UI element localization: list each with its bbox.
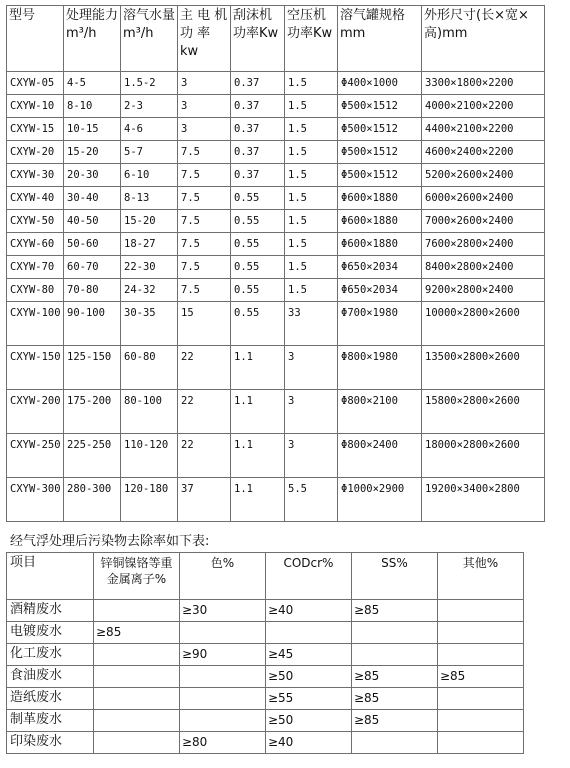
cell-codcr: ≥40 bbox=[265, 732, 351, 754]
cell-scraper-power: 0.55 bbox=[231, 256, 285, 279]
cell-dissolved-air-water: 120-180 bbox=[121, 478, 178, 522]
cell-dissolved-air-water: 24-32 bbox=[121, 279, 178, 302]
table-row bbox=[7, 600, 524, 622]
header-ss: SS% bbox=[351, 553, 437, 600]
cell-main-motor-power: 7.5 bbox=[178, 164, 231, 187]
cell-ss bbox=[351, 644, 437, 666]
header-codcr: CODcr% bbox=[265, 553, 351, 600]
cell-main-motor-power: 22 bbox=[178, 346, 231, 390]
cell-color bbox=[179, 710, 265, 732]
cell-dimensions: 4600×2400×2200 bbox=[422, 141, 545, 164]
cell-capacity: 30-40 bbox=[64, 187, 121, 210]
cell-other bbox=[437, 622, 523, 644]
header-model: 型号 bbox=[7, 6, 64, 72]
cell-heavy-metal bbox=[94, 710, 180, 732]
table-row bbox=[7, 141, 545, 164]
cell-dimensions: 7600×2800×2400 bbox=[422, 233, 545, 256]
cell-ss: ≥85 bbox=[351, 710, 437, 732]
cell-compressor-power: 3 bbox=[285, 434, 338, 478]
header-tank-spec: 溶气罐规格mm bbox=[338, 6, 422, 72]
cell-scraper-power: 0.37 bbox=[231, 164, 285, 187]
cell-model: CXYW-10 bbox=[7, 95, 64, 118]
cell-scraper-power: 1.1 bbox=[231, 390, 285, 434]
cell-other bbox=[437, 710, 523, 732]
cell-heavy-metal bbox=[94, 644, 180, 666]
cell-other bbox=[437, 644, 523, 666]
cell-scraper-power: 0.55 bbox=[231, 210, 285, 233]
table-row bbox=[7, 666, 524, 688]
pollutant-removal-table bbox=[6, 552, 524, 754]
cell-codcr: ≥50 bbox=[265, 710, 351, 732]
cell-capacity: 125-150 bbox=[64, 346, 121, 390]
equipment-spec-table bbox=[6, 5, 545, 522]
cell-dissolved-air-water: 110-120 bbox=[121, 434, 178, 478]
cell-dissolved-air-water: 2-3 bbox=[121, 95, 178, 118]
cell-heavy-metal bbox=[94, 600, 180, 622]
cell-color: ≥90 bbox=[179, 644, 265, 666]
cell-tank-spec: Φ1000×2900 bbox=[338, 478, 422, 522]
cell-dimensions: 4000×2100×2200 bbox=[422, 95, 545, 118]
header-main-motor-power: 主 电 机 功 率kw bbox=[178, 6, 231, 72]
cell-scraper-power: 0.37 bbox=[231, 95, 285, 118]
cell-dissolved-air-water: 15-20 bbox=[121, 210, 178, 233]
header-item: 项目 bbox=[7, 553, 94, 600]
cell-compressor-power: 1.5 bbox=[285, 279, 338, 302]
cell-dissolved-air-water: 4-6 bbox=[121, 118, 178, 141]
table-row bbox=[7, 256, 545, 279]
cell-tank-spec: Φ600×1880 bbox=[338, 187, 422, 210]
cell-model: CXYW-20 bbox=[7, 141, 64, 164]
cell-tank-spec: Φ600×1880 bbox=[338, 210, 422, 233]
cell-capacity: 8-10 bbox=[64, 95, 121, 118]
cell-capacity: 60-70 bbox=[64, 256, 121, 279]
cell-ss bbox=[351, 622, 437, 644]
cell-other: ≥85 bbox=[437, 666, 523, 688]
cell-model: CXYW-200 bbox=[7, 390, 64, 434]
cell-model: CXYW-250 bbox=[7, 434, 64, 478]
cell-item: 造纸废水 bbox=[7, 688, 94, 710]
table-row bbox=[7, 710, 524, 732]
cell-dissolved-air-water: 22-30 bbox=[121, 256, 178, 279]
header-color: 色% bbox=[179, 553, 265, 600]
cell-item: 酒精废水 bbox=[7, 600, 94, 622]
table-row bbox=[7, 346, 545, 390]
cell-compressor-power: 1.5 bbox=[285, 210, 338, 233]
cell-dissolved-air-water: 30-35 bbox=[121, 302, 178, 346]
cell-dimensions: 10000×2800×2600 bbox=[422, 302, 545, 346]
spec-header-row bbox=[7, 6, 545, 72]
table-row bbox=[7, 233, 545, 256]
cell-dimensions: 3300×1800×2200 bbox=[422, 72, 545, 95]
cell-dissolved-air-water: 80-100 bbox=[121, 390, 178, 434]
cell-main-motor-power: 7.5 bbox=[178, 256, 231, 279]
cell-main-motor-power: 37 bbox=[178, 478, 231, 522]
cell-capacity: 20-30 bbox=[64, 164, 121, 187]
cell-main-motor-power: 7.5 bbox=[178, 233, 231, 256]
header-scraper-power: 刮沫机功率Kw bbox=[231, 6, 285, 72]
cell-tank-spec: Φ500×1512 bbox=[338, 95, 422, 118]
cell-scraper-power: 0.55 bbox=[231, 302, 285, 346]
cell-main-motor-power: 15 bbox=[178, 302, 231, 346]
cell-tank-spec: Φ650×2034 bbox=[338, 279, 422, 302]
header-heavy-metal: 锌铜镍铬等重金属离子% bbox=[94, 553, 180, 600]
cell-scraper-power: 1.1 bbox=[231, 434, 285, 478]
cell-model: CXYW-80 bbox=[7, 279, 64, 302]
table-row bbox=[7, 688, 524, 710]
cell-dimensions: 4400×2100×2200 bbox=[422, 118, 545, 141]
table-row bbox=[7, 95, 545, 118]
cell-color bbox=[179, 666, 265, 688]
cell-tank-spec: Φ500×1512 bbox=[338, 141, 422, 164]
table-row bbox=[7, 622, 524, 644]
cell-dissolved-air-water: 6-10 bbox=[121, 164, 178, 187]
cell-compressor-power: 1.5 bbox=[285, 233, 338, 256]
cell-main-motor-power: 7.5 bbox=[178, 141, 231, 164]
cell-codcr: ≥55 bbox=[265, 688, 351, 710]
cell-model: CXYW-300 bbox=[7, 478, 64, 522]
cell-color: ≥30 bbox=[179, 600, 265, 622]
table-row bbox=[7, 302, 545, 346]
header-dimensions: 外形尺寸(长×宽×高)mm bbox=[422, 6, 545, 72]
cell-capacity: 50-60 bbox=[64, 233, 121, 256]
cell-dimensions: 7000×2600×2400 bbox=[422, 210, 545, 233]
table-row bbox=[7, 164, 545, 187]
cell-model: CXYW-150 bbox=[7, 346, 64, 390]
cell-compressor-power: 1.5 bbox=[285, 118, 338, 141]
cell-color bbox=[179, 688, 265, 710]
cell-codcr bbox=[265, 622, 351, 644]
cell-dimensions: 18000×2800×2600 bbox=[422, 434, 545, 478]
cell-model: CXYW-05 bbox=[7, 72, 64, 95]
cell-tank-spec: Φ600×1880 bbox=[338, 233, 422, 256]
removal-header-row bbox=[7, 553, 524, 600]
cell-main-motor-power: 3 bbox=[178, 72, 231, 95]
cell-dimensions: 15800×2800×2600 bbox=[422, 390, 545, 434]
table-row bbox=[7, 478, 545, 522]
cell-dimensions: 9200×2800×2400 bbox=[422, 279, 545, 302]
cell-capacity: 40-50 bbox=[64, 210, 121, 233]
cell-dimensions: 8400×2800×2400 bbox=[422, 256, 545, 279]
cell-compressor-power: 1.5 bbox=[285, 164, 338, 187]
cell-compressor-power: 1.5 bbox=[285, 72, 338, 95]
cell-capacity: 175-200 bbox=[64, 390, 121, 434]
cell-tank-spec: Φ650×2034 bbox=[338, 256, 422, 279]
cell-item: 印染废水 bbox=[7, 732, 94, 754]
cell-scraper-power: 1.1 bbox=[231, 478, 285, 522]
table-row bbox=[7, 644, 524, 666]
header-dissolved-air-water: 溶气水量m³/h bbox=[121, 6, 178, 72]
table-row bbox=[7, 118, 545, 141]
header-other: 其他% bbox=[437, 553, 523, 600]
cell-scraper-power: 0.37 bbox=[231, 141, 285, 164]
cell-other bbox=[437, 688, 523, 710]
cell-model: CXYW-15 bbox=[7, 118, 64, 141]
cell-other bbox=[437, 600, 523, 622]
cell-compressor-power: 3 bbox=[285, 346, 338, 390]
cell-dissolved-air-water: 1.5-2 bbox=[121, 72, 178, 95]
table-row bbox=[7, 390, 545, 434]
header-compressor-power: 空压机功率Kw bbox=[285, 6, 338, 72]
cell-item: 食油废水 bbox=[7, 666, 94, 688]
cell-model: CXYW-60 bbox=[7, 233, 64, 256]
cell-scraper-power: 0.55 bbox=[231, 279, 285, 302]
spec-table-body bbox=[7, 72, 545, 522]
cell-heavy-metal bbox=[94, 688, 180, 710]
cell-tank-spec: Φ500×1512 bbox=[338, 118, 422, 141]
cell-heavy-metal bbox=[94, 666, 180, 688]
cell-compressor-power: 5.5 bbox=[285, 478, 338, 522]
cell-capacity: 70-80 bbox=[64, 279, 121, 302]
cell-compressor-power: 33 bbox=[285, 302, 338, 346]
cell-compressor-power: 1.5 bbox=[285, 141, 338, 164]
cell-item: 电镀废水 bbox=[7, 622, 94, 644]
cell-scraper-power: 0.55 bbox=[231, 233, 285, 256]
cell-heavy-metal: ≥85 bbox=[94, 622, 180, 644]
cell-tank-spec: Φ800×1980 bbox=[338, 346, 422, 390]
cell-model: CXYW-30 bbox=[7, 164, 64, 187]
cell-ss: ≥85 bbox=[351, 600, 437, 622]
cell-tank-spec: Φ700×1980 bbox=[338, 302, 422, 346]
header-capacity: 处理能力m³/h bbox=[64, 6, 121, 72]
cell-compressor-power: 1.5 bbox=[285, 95, 338, 118]
cell-model: CXYW-100 bbox=[7, 302, 64, 346]
cell-ss: ≥85 bbox=[351, 666, 437, 688]
cell-scraper-power: 0.55 bbox=[231, 187, 285, 210]
cell-scraper-power: 1.1 bbox=[231, 346, 285, 390]
cell-compressor-power: 1.5 bbox=[285, 187, 338, 210]
cell-capacity: 90-100 bbox=[64, 302, 121, 346]
cell-ss bbox=[351, 732, 437, 754]
cell-main-motor-power: 7.5 bbox=[178, 210, 231, 233]
cell-capacity: 225-250 bbox=[64, 434, 121, 478]
cell-codcr: ≥40 bbox=[265, 600, 351, 622]
cell-dissolved-air-water: 5-7 bbox=[121, 141, 178, 164]
cell-dissolved-air-water: 18-27 bbox=[121, 233, 178, 256]
cell-model: CXYW-70 bbox=[7, 256, 64, 279]
cell-dissolved-air-water: 60-80 bbox=[121, 346, 178, 390]
cell-dimensions: 19200×3400×2800 bbox=[422, 478, 545, 522]
table-row bbox=[7, 187, 545, 210]
removal-intro-text: 经气浮处理后污染物去除率如下表: bbox=[10, 534, 210, 549]
cell-capacity: 15-20 bbox=[64, 141, 121, 164]
table-row bbox=[7, 279, 545, 302]
cell-main-motor-power: 22 bbox=[178, 434, 231, 478]
cell-item: 化工废水 bbox=[7, 644, 94, 666]
cell-ss: ≥85 bbox=[351, 688, 437, 710]
cell-tank-spec: Φ800×2100 bbox=[338, 390, 422, 434]
cell-other bbox=[437, 732, 523, 754]
cell-compressor-power: 1.5 bbox=[285, 256, 338, 279]
cell-item: 制革废水 bbox=[7, 710, 94, 732]
table-row bbox=[7, 72, 545, 95]
cell-capacity: 4-5 bbox=[64, 72, 121, 95]
cell-compressor-power: 3 bbox=[285, 390, 338, 434]
cell-dissolved-air-water: 8-13 bbox=[121, 187, 178, 210]
table-row bbox=[7, 434, 545, 478]
cell-main-motor-power: 7.5 bbox=[178, 187, 231, 210]
cell-heavy-metal bbox=[94, 732, 180, 754]
cell-main-motor-power: 3 bbox=[178, 95, 231, 118]
cell-main-motor-power: 3 bbox=[178, 118, 231, 141]
cell-tank-spec: Φ800×2400 bbox=[338, 434, 422, 478]
table-row bbox=[7, 732, 524, 754]
cell-dimensions: 5200×2600×2400 bbox=[422, 164, 545, 187]
cell-codcr: ≥50 bbox=[265, 666, 351, 688]
cell-codcr: ≥45 bbox=[265, 644, 351, 666]
cell-tank-spec: Φ500×1512 bbox=[338, 164, 422, 187]
cell-model: CXYW-40 bbox=[7, 187, 64, 210]
cell-color bbox=[179, 622, 265, 644]
cell-main-motor-power: 22 bbox=[178, 390, 231, 434]
table-row bbox=[7, 210, 545, 233]
cell-capacity: 10-15 bbox=[64, 118, 121, 141]
cell-model: CXYW-50 bbox=[7, 210, 64, 233]
cell-color: ≥80 bbox=[179, 732, 265, 754]
cell-capacity: 280-300 bbox=[64, 478, 121, 522]
removal-table-body bbox=[7, 600, 524, 754]
cell-scraper-power: 0.37 bbox=[231, 118, 285, 141]
cell-main-motor-power: 7.5 bbox=[178, 279, 231, 302]
cell-scraper-power: 0.37 bbox=[231, 72, 285, 95]
cell-dimensions: 6000×2600×2400 bbox=[422, 187, 545, 210]
cell-tank-spec: Φ400×1000 bbox=[338, 72, 422, 95]
cell-dimensions: 13500×2800×2600 bbox=[422, 346, 545, 390]
